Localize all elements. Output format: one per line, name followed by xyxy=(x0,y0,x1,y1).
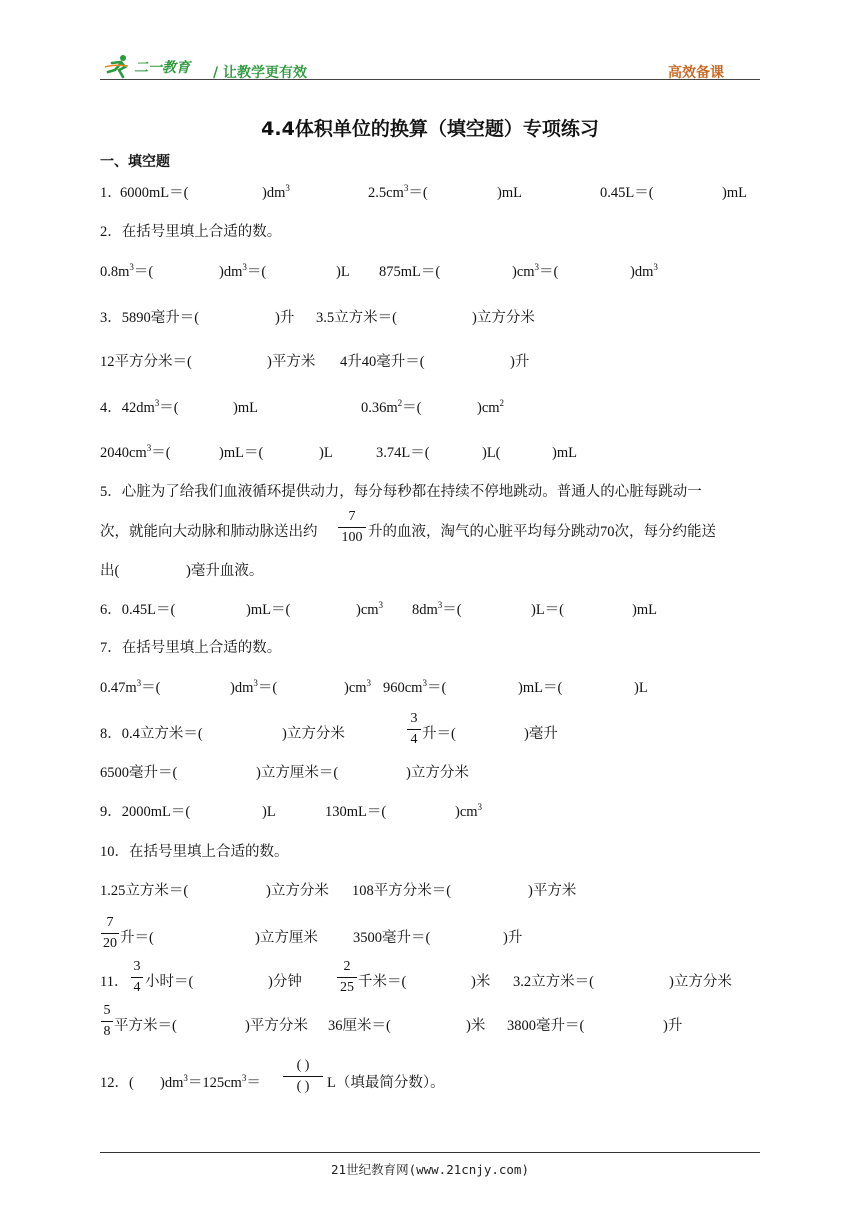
fraction-7-100: 7 100 xyxy=(337,508,367,547)
question-2-stem: 2．在括号里填上合适的数。 xyxy=(100,224,282,240)
q1-num: 1． xyxy=(100,185,122,201)
fraction-7-20: 7 20 xyxy=(103,915,117,951)
question-5-line-1: 5．心脏为了给我们血液循环提供动力，每分每秒都在持续不停地跳动。普通人的心脏每跳动一 xyxy=(100,484,702,500)
logo-text: 二一教育 xyxy=(134,60,190,76)
fraction-3-4-b: 3 4 xyxy=(130,958,144,997)
footer-rule xyxy=(100,1152,760,1153)
question-7-stem: 7．在括号里填上合适的数。 xyxy=(100,640,282,656)
fraction-2-25: 2 25 xyxy=(336,958,358,997)
runner-logo-icon xyxy=(104,53,134,79)
fraction-3-4: 3 4 xyxy=(406,710,422,749)
page-title: 4.4体积单位的换算（填空题）专项练习 xyxy=(261,118,599,140)
header-rule xyxy=(100,79,760,80)
section-heading: 一、填空题 xyxy=(100,154,170,170)
fraction-blank: ( ) ( ) xyxy=(282,1057,324,1096)
header-right: 高效备课 xyxy=(668,65,724,81)
fraction-5-8: 5 8 xyxy=(100,1002,114,1041)
question-10-stem: 10．在括号里填上合适的数。 xyxy=(100,844,289,860)
header-slogan: / 让教学更有效 xyxy=(213,65,307,81)
footer-text: 21世纪教育网(www.21cnjy.com) xyxy=(331,1162,529,1177)
